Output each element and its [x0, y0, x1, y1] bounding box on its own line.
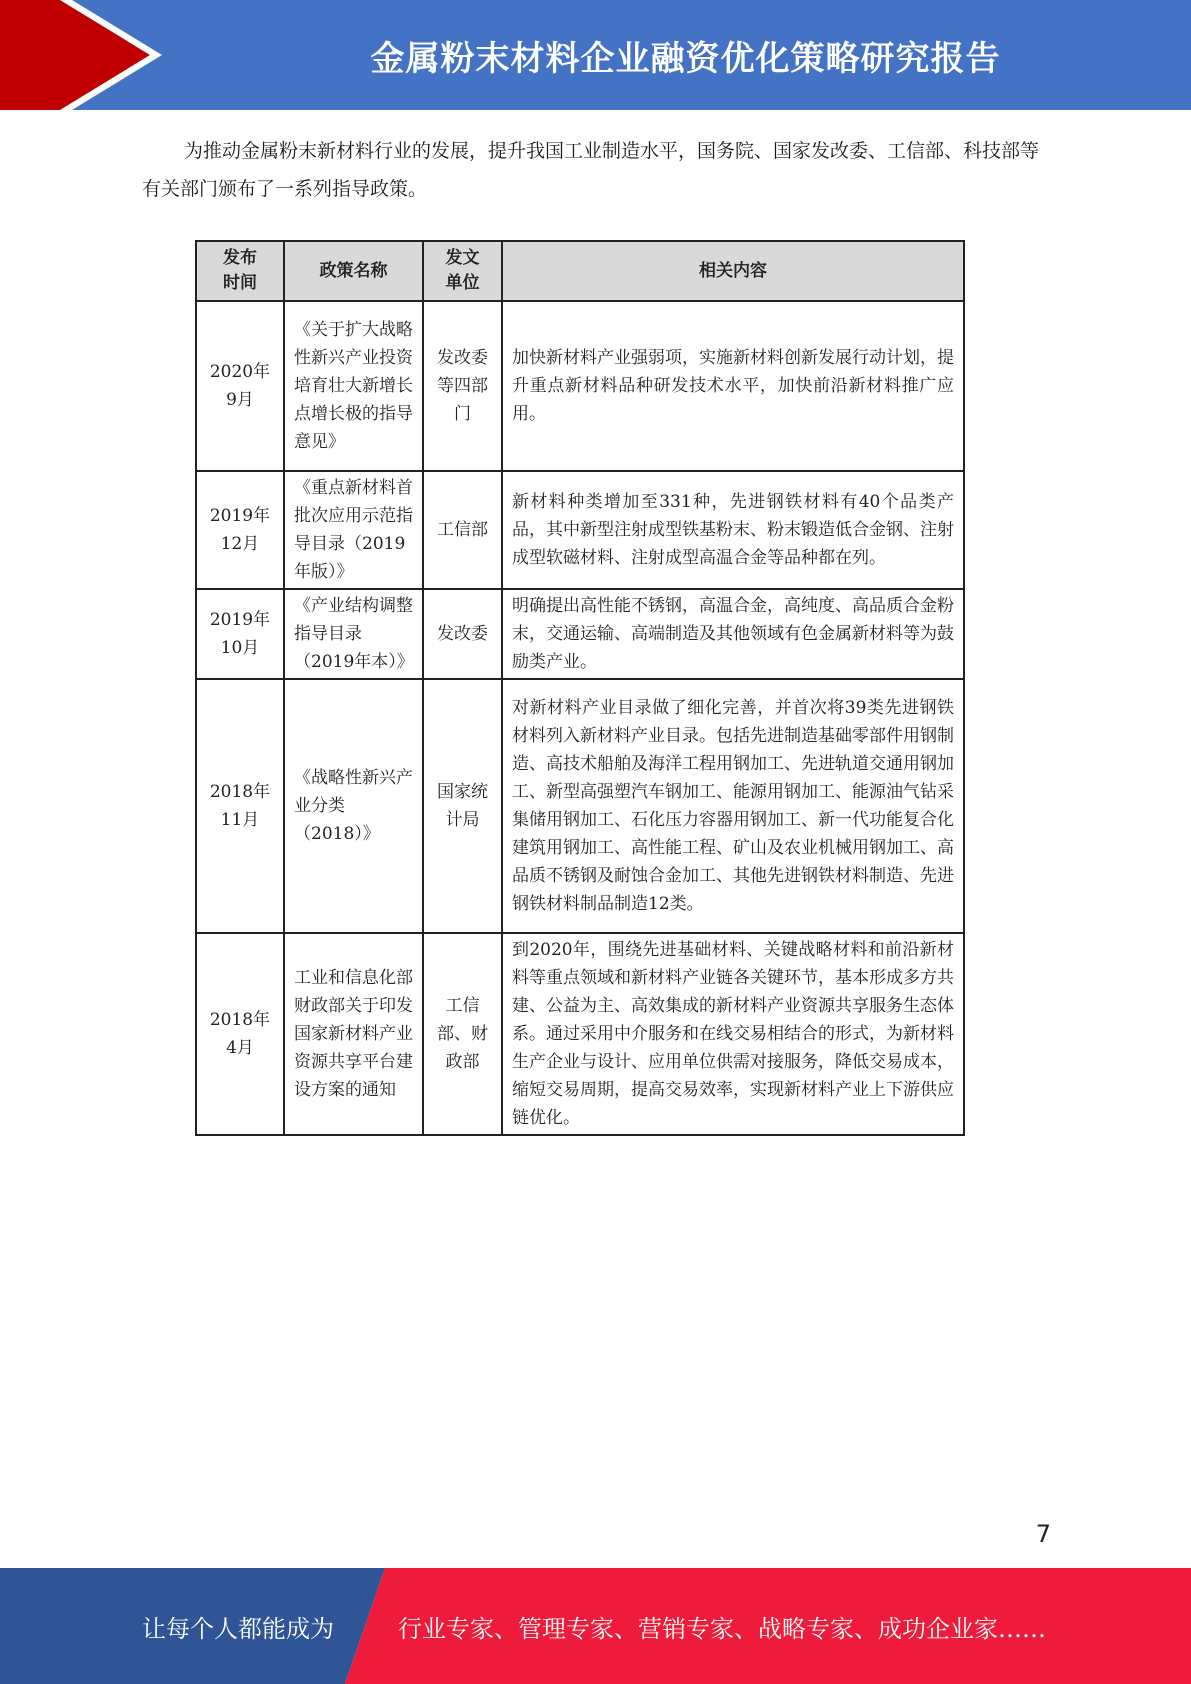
red-chevron-shape — [0, 0, 150, 110]
cell-issuer: 工信部 — [423, 471, 502, 589]
header-policy-name: 政策名称 — [284, 241, 423, 301]
cell-content: 到2020年，围绕先进基础材料、关键战略材料和前沿新材料等重点领域和新材料产业链各关键环节，基本形成多方共建、公益为主、高效集成的新材料产业资源共享服务生态体系。通过采用中介服务和在线交易相结合的形式，为新材料生产企业与设计、应用单位供需对接服务，降低交易成本，缩短交易周期，提高交易效率，实现新材料产业上下游供应链优化。 — [502, 933, 964, 1135]
intro-paragraph: 为推动金属粉末新材料行业的发展，提升我国工业制造水平，国务院、国家发改委、工信部、科技部等有关部门颁布了一系列指导政策。 — [142, 140, 1040, 200]
footer-banner — [0, 1568, 1191, 1684]
cell-content: 明确提出高性能不锈钢，高温合金，高纯度、高品质合金粉末，交通运输、高端制造及其他领域有色金属新材料等为鼓励类产业。 — [502, 589, 964, 679]
table-row — [196, 471, 964, 589]
page-number: 7 — [1035, 1520, 1051, 1548]
cell-issuer: 工信部、财政部 — [423, 933, 502, 1135]
cell-date: 2019年 12月 — [196, 471, 284, 589]
cell-content: 加快新材料产业强弱项，实施新材料创新发展行动计划，提升重点新材料品种研发技术水平，加快前沿新材料推广应用。 — [502, 301, 964, 471]
cell-content: 对新材料产业目录做了细化完善，并首次将39类先进钢铁材料列入新材料产业目录。包括先进制造基础零部件用钢制造、高技术船舶及海洋工程用钢加工、先进轨道交通用钢加工、新型高强塑汽车钢加工、能源用钢加工、能源油气钻采集储用钢加工、石化压力容器用钢加工、新一代功能复合化建筑用钢加工、高性能工程、矿山及农业机械用钢加工、高品质不锈钢及耐蚀合金加工、其他先进钢铁材料制造、先进钢铁材料制品制造12类。 — [502, 679, 964, 933]
cell-date: 2018年 11月 — [196, 679, 284, 933]
table-row — [196, 679, 964, 933]
header-date: 发布 时间 — [196, 241, 284, 301]
table-row — [196, 301, 964, 471]
table-row — [196, 933, 964, 1135]
header-issuer: 发文 单位 — [423, 241, 502, 301]
header-banner — [0, 0, 1191, 110]
cell-issuer: 发改委等四部门 — [423, 301, 502, 471]
policy-table — [195, 240, 965, 1136]
cell-policy-name: 《战略性新兴产业分类（2018）》 — [284, 679, 423, 933]
footer-slogan-right: 行业专家、管理专家、营销专家、战略专家、成功企业家…… — [398, 1614, 1046, 1643]
cell-policy-name: 《重点新材料首批次应用示范指导目录（2019年版）》 — [284, 471, 423, 589]
footer-slogan-left: 让每个人都能成为 — [142, 1614, 334, 1643]
cell-policy-name: 《关于扩大战略性新兴产业投资培育壮大新增长点增长极的指导意见》 — [284, 301, 423, 471]
cell-date: 2019年 10月 — [196, 589, 284, 679]
cell-policy-name: 《产业结构调整指导目录（2019年本）》 — [284, 589, 423, 679]
cell-policy-name: 工业和信息化部财政部关于印发国家新材料产业资源共享平台建设方案的通知 — [284, 933, 423, 1135]
table-header-row — [196, 241, 964, 301]
report-title: 金属粉末材料企业融资优化策略研究报告 — [370, 38, 1001, 79]
table-row — [196, 589, 964, 679]
header-content: 相关内容 — [502, 241, 964, 301]
cell-date: 2018年 4月 — [196, 933, 284, 1135]
cell-issuer: 发改委 — [423, 589, 502, 679]
cell-issuer: 国家统计局 — [423, 679, 502, 933]
cell-content: 新材料种类增加至331种，先进钢铁材料有40个品类产品，其中新型注射成型铁基粉末、粉末锻造低合金钢、注射成型软磁材料、注射成型高温合金等品种都在列。 — [502, 471, 964, 589]
cell-date: 2020年 9月 — [196, 301, 284, 471]
